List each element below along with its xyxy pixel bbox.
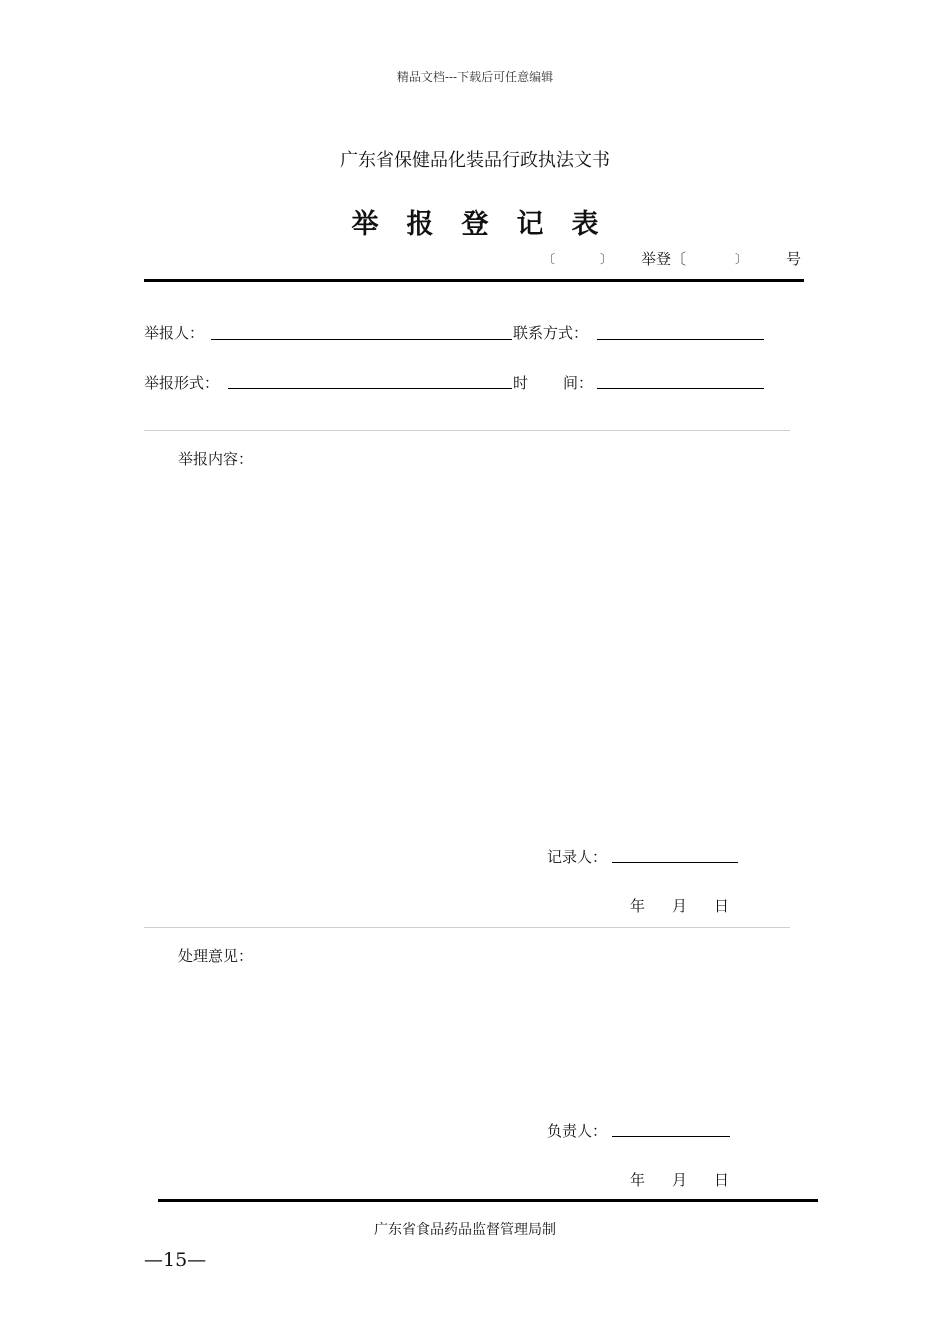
time-label-part1: 时 xyxy=(513,374,529,392)
opinion-area[interactable] xyxy=(178,970,778,1110)
recorder-field[interactable] xyxy=(612,862,738,863)
reporter-field[interactable] xyxy=(211,339,512,340)
opinion-date-day: 日 xyxy=(714,1171,730,1189)
recorder-label: 记录人： xyxy=(547,848,608,866)
report-content-label: 举报内容： xyxy=(178,450,254,468)
page-number: —15— xyxy=(144,1249,207,1271)
responsible-field[interactable] xyxy=(612,1136,730,1137)
time-field[interactable] xyxy=(597,388,764,389)
contact-field[interactable] xyxy=(597,339,764,340)
content-date-year: 年 xyxy=(630,897,646,915)
content-date-month: 月 xyxy=(672,897,688,915)
document-title: 举报登记表 xyxy=(351,209,627,240)
reporter-label: 举报人： xyxy=(144,324,205,342)
report-form-label: 举报形式： xyxy=(144,374,220,392)
doc-prefix: 举登〔 xyxy=(641,250,687,268)
opinion-date-year: 年 xyxy=(630,1171,646,1189)
opinion-date-month: 月 xyxy=(672,1171,688,1189)
watermark-text: 精品文档---下载后可任意编辑 xyxy=(396,70,554,84)
issuer-text: 广东省食品药品监督管理局制 xyxy=(374,1222,556,1238)
report-content-area[interactable] xyxy=(178,472,778,832)
report-form-field[interactable] xyxy=(228,388,512,389)
doc-bracket-close-2: 〕 xyxy=(735,252,748,266)
section-divider-2 xyxy=(144,927,790,928)
footer-divider xyxy=(158,1199,818,1202)
responsible-label: 负责人： xyxy=(547,1122,608,1140)
doc-suffix: 号 xyxy=(786,250,802,268)
content-date-day: 日 xyxy=(714,897,730,915)
time-label-part2: 间： xyxy=(563,374,594,392)
header-divider xyxy=(144,279,804,282)
section-divider-1 xyxy=(144,430,790,431)
document-subtitle: 广东省保健品化装品行政执法文书 xyxy=(340,150,610,171)
doc-bracket-close: 〕 xyxy=(600,252,613,266)
contact-label: 联系方式： xyxy=(513,324,589,342)
doc-bracket-open: 〔 xyxy=(543,252,556,266)
opinion-label: 处理意见： xyxy=(178,947,254,965)
